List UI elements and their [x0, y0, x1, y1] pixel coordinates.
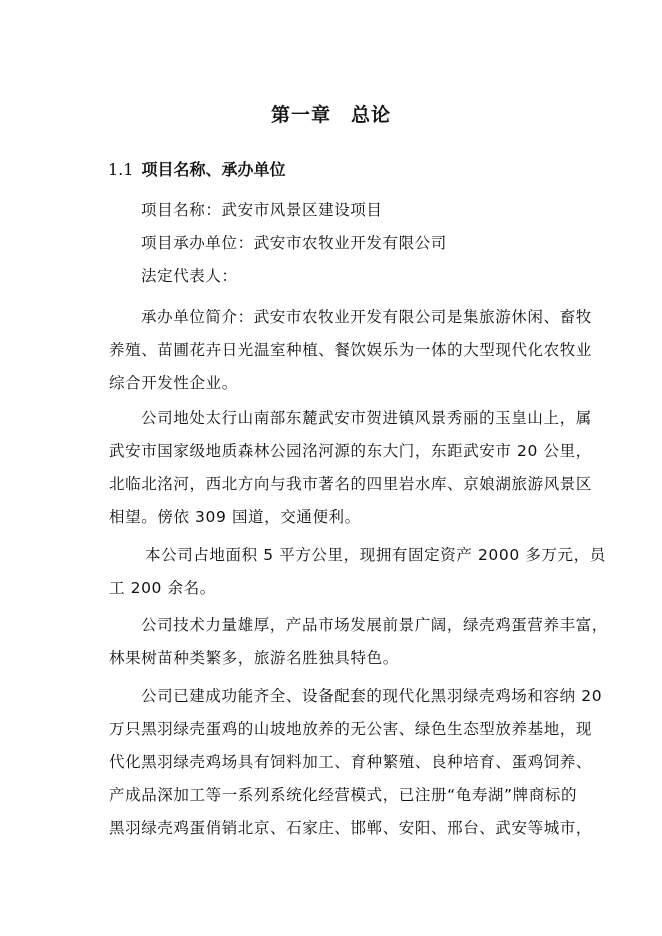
section-number: 1.1: [108, 160, 134, 179]
paragraph-line: 北临北洺河，西北方向与我市著名的四里岩水库、京娘湖旅游风景区: [109, 475, 593, 493]
paragraph-line: 林果树苗种类繁多，旅游名胜独具特色。: [109, 649, 399, 667]
paragraph-line: 公司技术力量雄厚，产品市场发展前景广阔，绿壳鸡蛋营养丰富，: [141, 616, 608, 634]
paragraph-line: 武安市国家级地质森林公园洺河源的东大门，东距武安市 20 公里，: [109, 442, 592, 460]
section-heading: [108, 157, 285, 180]
project-name-line: 项目名称：武安市风景区建设项目: [141, 201, 383, 219]
chapter-title: 第一章 总论: [270, 104, 391, 126]
paragraph-line: 养殖、苗圃花卉日光温室种植、餐饮娱乐为一体的大型现代化农牧业: [109, 341, 593, 359]
paragraph-line: 公司已建成功能齐全、设备配套的现代化黑羽绿壳鸡场和容纳 20: [141, 687, 603, 705]
paragraph-line: 综合开发性企业。: [109, 374, 238, 392]
paragraph-line: 承办单位简介：武安市农牧业开发有限公司是集旅游休闲、畜牧: [141, 308, 592, 326]
legal-representative-line: 法定代表人：: [141, 267, 238, 285]
paragraph-line: 万只黑羽绿壳蛋鸡的山坡地放养的无公害、绿色生态型放养基地，现: [109, 720, 593, 738]
paragraph-line: 本公司占地面积 5 平方公里，现拥有固定资产 2000 多万元，员: [145, 546, 606, 564]
paragraph-line: 产成品深加工等一系列系统化经营模式，已注册“龟寿湖”牌商标的: [109, 786, 578, 804]
project-organizer-line: 项目承办单位：武安市农牧业开发有限公司: [141, 234, 447, 252]
section-title: 项目名称、承办单位: [141, 160, 286, 179]
paragraph-line: 公司地处太行山南部东麓武安市贺进镇风景秀丽的玉皇山上，属: [141, 409, 592, 427]
paragraph-line: 工 200 余名。: [109, 579, 216, 597]
paragraph-line: 代化黑羽绿壳鸡场具有饲料加工、育种繁殖、良种培育、蛋鸡饲养、: [109, 753, 593, 771]
paragraph-line: 黑羽绿壳鸡蛋俏销北京、石家庄、邯郸、安阳、邢台、武安等城市，: [109, 819, 593, 837]
paragraph-line: 相望。傍依 309 国道，交通便利。: [109, 508, 361, 526]
